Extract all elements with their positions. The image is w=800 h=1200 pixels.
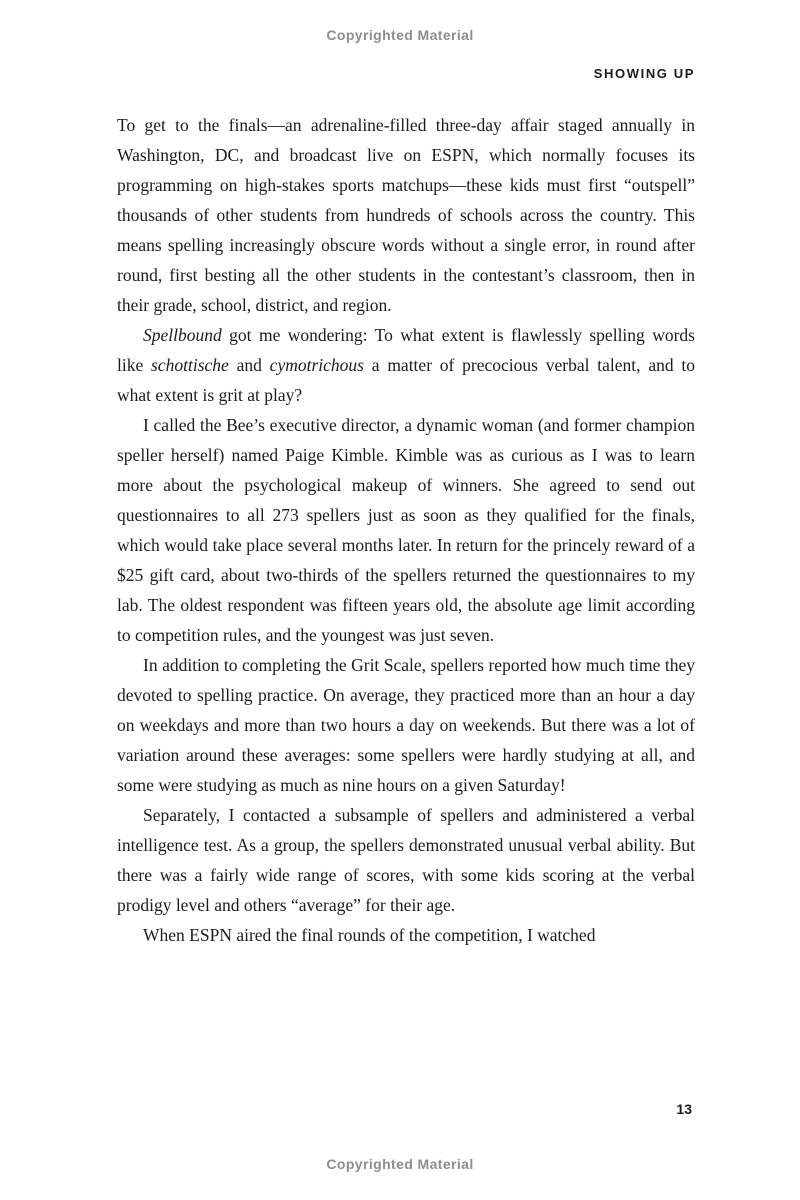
text-segment: To get to the finals—an adrenaline-filled three-day affair staged annually in Washington, DC, and broadcast live on ESPN, which normally focuses its programming on high-stakes sports matchups—these kids must first “outspell” thousands of other students from hundreds of schools across the country. This means spelling increasingly obscure words without a single error, in round after round, first besting all the other students in the contestant’s classroom, then in their grade, school, district, and region. [117,115,695,315]
italic-term: Spellbound [143,325,222,345]
italic-term: schottische [151,355,229,375]
paragraph [117,800,695,920]
text-segment: I called the Bee’s executive director, a dynamic woman (and former champion speller herself) named Paige Kimble. Kimble was as curious as I was to learn more about the psychological makeup of winners. She agreed to send out questionnaires to all 273 spellers just as soon as they qualified for the finals, which would take place several months later. In return for the princely reward of a $25 gift card, about two-thirds of the spellers returned the questionnaires to my lab. The oldest respondent was fifteen years old, the absolute age limit according to competition rules, and the youngest was just seven. [117,415,695,645]
text-segment: Separately, I contacted a subsample of spellers and administered a verbal intelligence test. As a group, the spellers demonstrated unusual verbal ability. But there was a fairly wide range of scores, with some kids scoring at the verbal prodigy level and others “average” for their age. [117,805,695,915]
page-number: 13 [676,1101,692,1117]
italic-term: cymotrichous [269,355,364,375]
running-header: SHOWING UP [593,66,695,81]
text-segment: and [228,355,270,375]
copyright-notice-bottom: Copyrighted Material [326,1156,474,1172]
paragraph [117,320,695,410]
body-text [117,110,695,950]
paragraph [117,410,695,650]
paragraph [117,920,695,950]
text-segment: When ESPN aired the final rounds of the competition, I watched [143,925,596,945]
paragraph [117,650,695,800]
text-segment: got me wondering: To what extent is flawlessly spelling words like [117,325,695,375]
copyright-notice-top: Copyrighted Material [326,27,474,43]
text-segment: In addition to completing the Grit Scale, spellers reported how much time they devoted to spelling practice. On average, they practiced more than an hour a day on weekdays and more than two hours a day on weekends. But there was a lot of variation around these averages: some spellers were hardly studying at all, and some were studying as much as nine hours on a given Saturday! [117,655,695,795]
paragraph [117,110,695,320]
text-segment: a matter of precocious verbal talent, and to what extent is grit at play? [117,355,695,405]
